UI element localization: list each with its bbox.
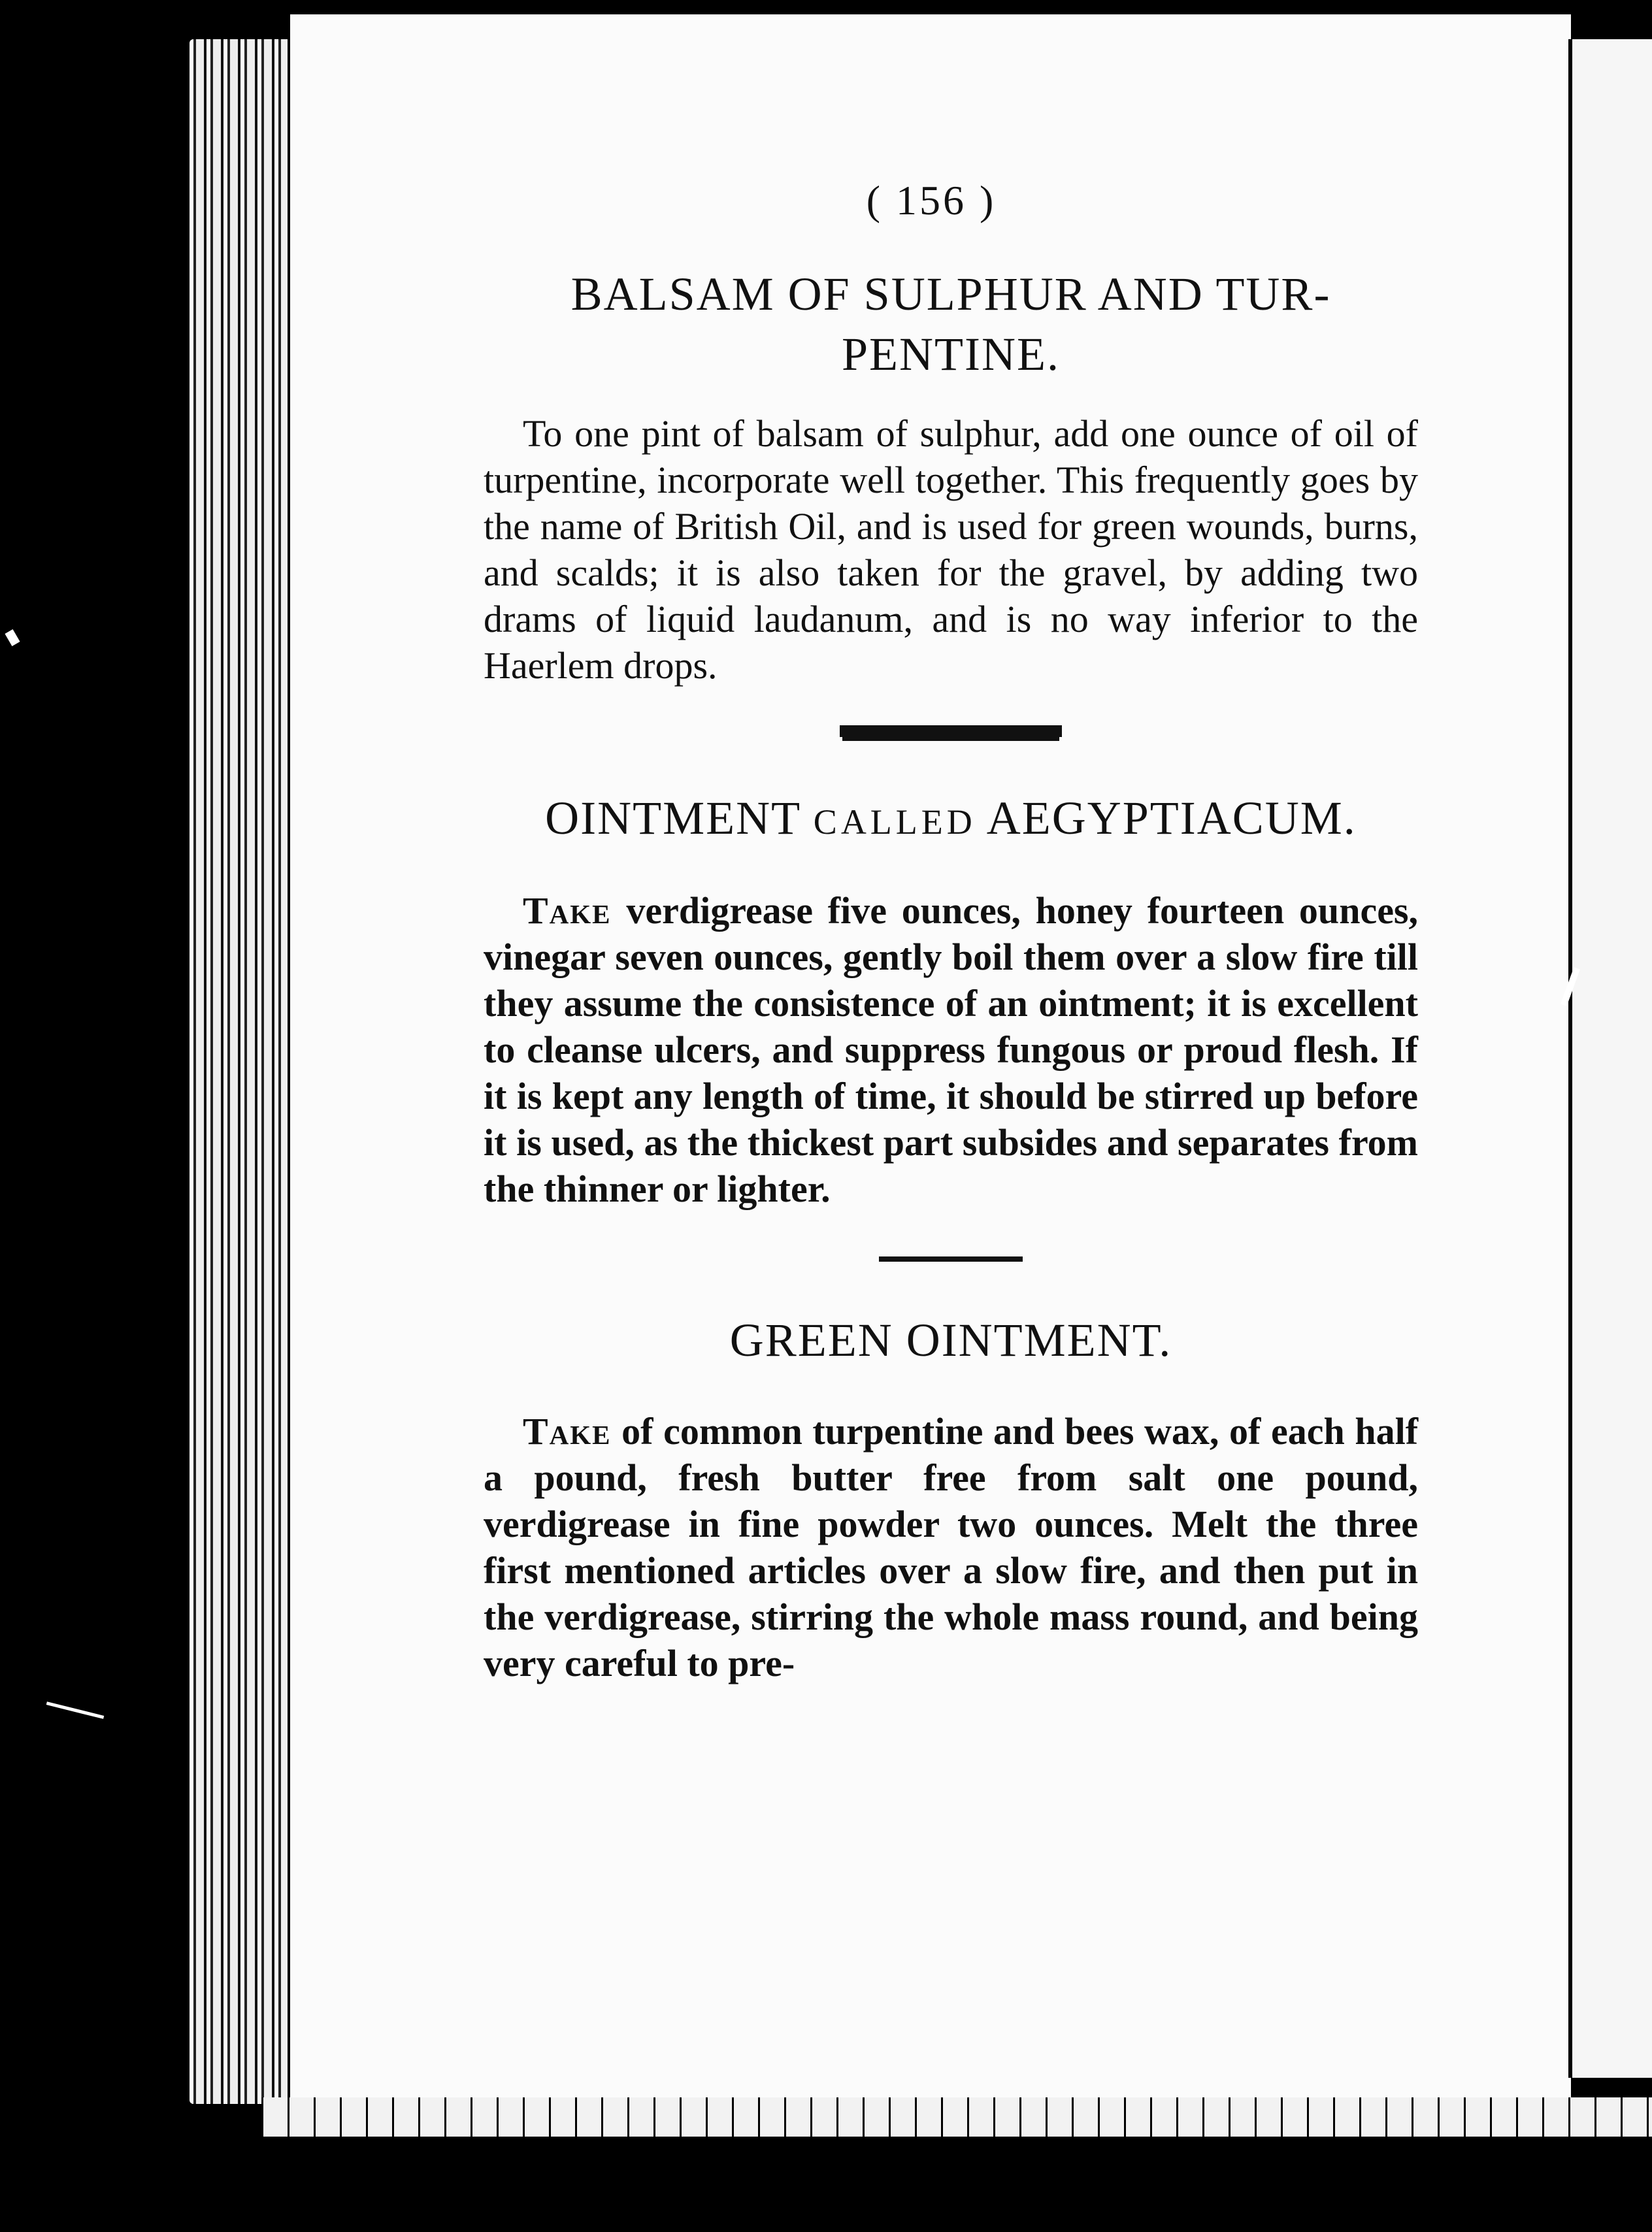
lead-word: Take <box>523 1410 612 1452</box>
page-number: ( 156 ) <box>866 177 997 223</box>
section-title: GREEN OINTMENT. <box>729 1314 1172 1366</box>
section-body <box>484 887 1418 1212</box>
page-bottom-edges <box>261 2097 1652 2137</box>
title-part-3: AEGYPTIACUM. <box>986 792 1357 844</box>
title-line-1: BALSAM OF SULPHUR AND TUR- <box>570 268 1331 320</box>
section-body: To one pint of balsam of sulphur, add one ounce of oil of turpentine, incorporate well together. This frequently goes by the name of British Oil, and is used for green wounds, burns, and scalds; it is also taken for the gravel, by adding two drams of liquid laudanum, and is no way inferior to the Haerlem drops. <box>484 412 1418 687</box>
section-title <box>484 788 1418 852</box>
section-divider <box>840 725 1062 737</box>
section-aegyptiacum <box>484 788 1418 1212</box>
section-green-ointment <box>484 1310 1418 1686</box>
lead-word: Take <box>523 889 612 932</box>
title-part-1: OINTMENT <box>545 792 801 844</box>
facing-page-edge <box>1568 39 1652 2078</box>
body-text: verdigrease five ounces, honey fourteen ounces, vinegar seven ounces, gently boil them over a slow fire till they assume the consistence of an ointment; it is excellent to cleanse ulcers, and suppress fungous or proud flesh. If it is kept any length of time, it should be stirred up before it is used, as the thickest part subsides and separates from the thinner or lighter. <box>484 889 1419 1210</box>
section-body <box>484 1408 1418 1686</box>
section-balsam <box>484 264 1418 689</box>
title-part-2: CALLED <box>813 802 976 842</box>
section-divider <box>879 1256 1023 1262</box>
section-title <box>484 264 1418 384</box>
book-page-edges <box>190 39 301 2104</box>
body-text: of common turpentine and bees wax, of each half a pound, fresh butter free from salt one pound, verdigrease in fine powder two ounces. Melt the three first mentioned articles over a slow fire, and then put in the verdigrease, stirring the whole mass round, and being very careful to pre- <box>484 1410 1419 1684</box>
title-line-2: PENTINE. <box>842 328 1060 380</box>
page-content <box>484 176 1418 1686</box>
